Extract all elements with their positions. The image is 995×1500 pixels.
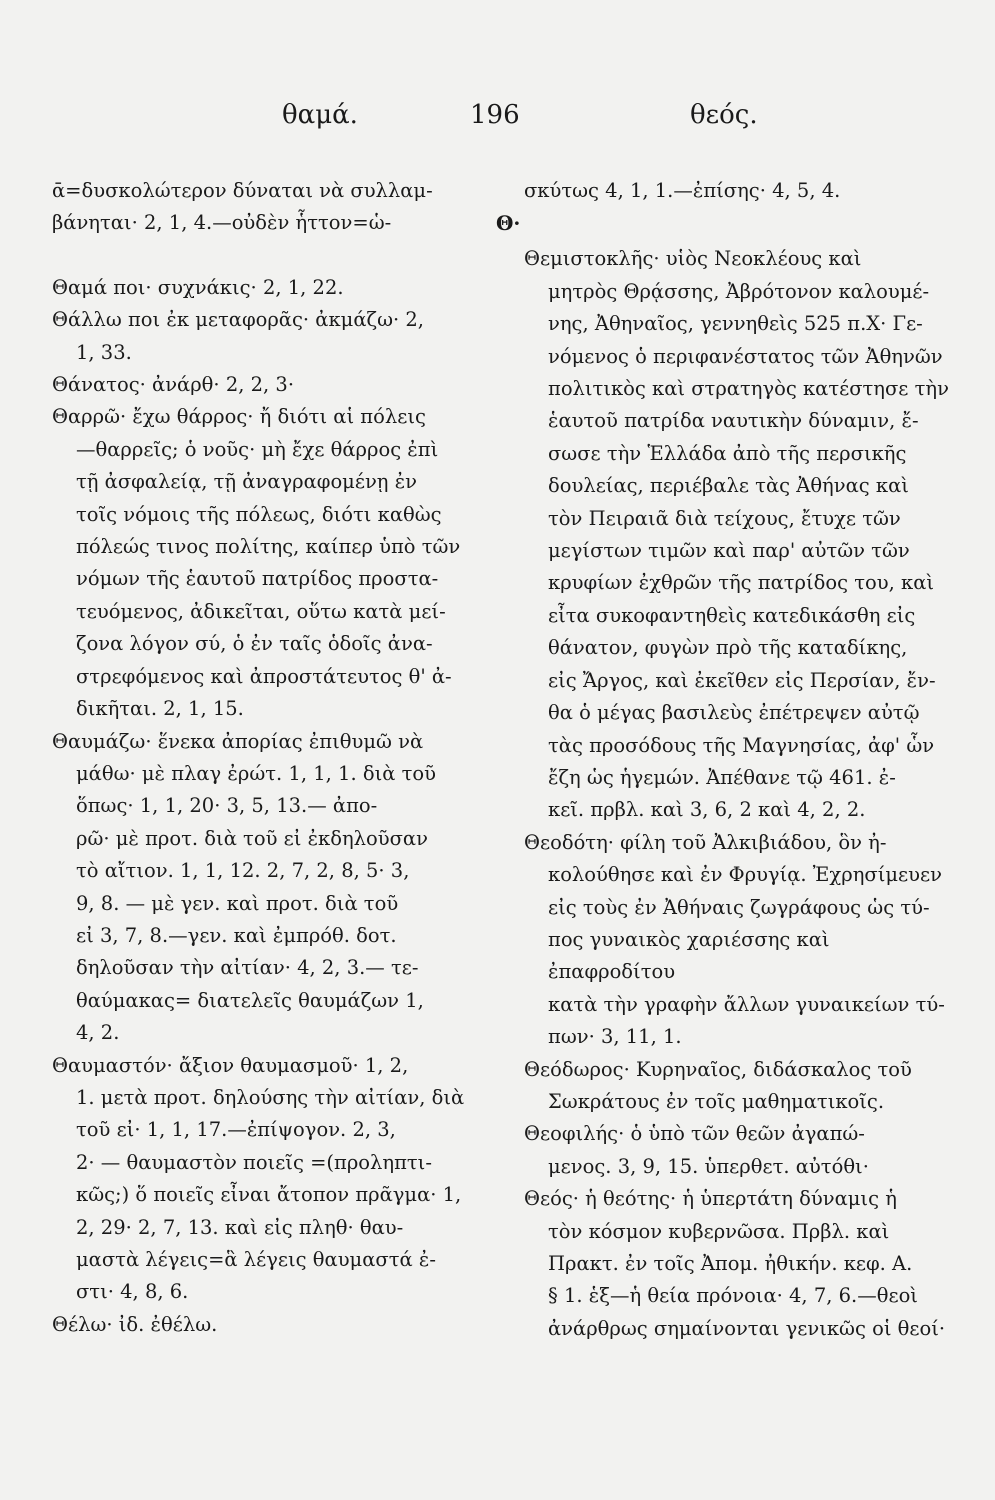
page-header [0, 100, 995, 150]
text-line: ρῶ· μὲ προτ. διὰ τοῦ εἰ ἐκδηλοῦσαν [76, 826, 428, 850]
entry-gap [52, 240, 522, 272]
text-line: πος γυναικὸς χαριέσσης καὶ ἐπαφροδίτου [548, 927, 830, 984]
text-line: πολιτικὸς καὶ στρατηγὸς κατέστησε τὴν [548, 377, 949, 401]
dictionary-entry [52, 272, 522, 304]
text-line: κεῖ. πρβλ. καὶ 3, 6, 2 καὶ 4, 2, 2. [548, 798, 866, 822]
text-line: τοῦ εἰ· 1, 1, 17.—ἐπίψογον. 2, 3, [76, 1118, 396, 1142]
text-line: Θεός· ἡ θεότης· ἡ ὑπερτάτη δύναμις ἡ [524, 1187, 897, 1211]
text-line: σκύτως 4, 1, 1.—ἐπίσης· 4, 5, 4. [524, 179, 841, 202]
text-line: πων· 3, 11, 1. [548, 1025, 682, 1049]
text-line: ὅπως· 1, 1, 20· 3, 5, 13.— ἀπο- [76, 794, 378, 818]
text-line: Θεοδότη· φίλη τοῦ Ἀλκιβιάδου, ὃν ἠ- [524, 830, 887, 854]
page-number: 196 [470, 100, 520, 130]
text-line: μενος. 3, 9, 15. ὑπερθετ. αὐτόθι· [548, 1154, 869, 1178]
text-line: πόλεώς τινος πολίτης, καίπερ ὑπὸ τῶν [76, 535, 461, 559]
text-line: ἀνάρθρως σημαίνονται γενικῶς οἱ θεοί· [548, 1316, 946, 1340]
text-line: κρυφίων ἐχθρῶν τῆς πατρίδος του, καὶ [548, 571, 935, 595]
text-line: Θεμιστοκλῆς· υἱὸς Νεοκλέους καὶ [524, 247, 862, 271]
text-line: μεγίστων τιμῶν καὶ παρ' αὐτῶν τῶν [548, 539, 910, 563]
text-line: Θάλλω ποι ἐκ μεταφορᾶς· ἀκμάζω· 2, [52, 308, 424, 332]
text-line: τὸ αἴτιον. 1, 1, 12. 2, 7, 2, 8, 5· 3, [76, 859, 410, 883]
text-line: μάθω· μὲ πλαγ ἐρώτ. 1, 1, 1. διὰ τοῦ [76, 761, 436, 785]
text-line: στρεφόμενος καὶ ἀπροστάτευτος θ' ἀ- [76, 664, 452, 688]
text-line: στι· 4, 8, 6. [76, 1280, 189, 1304]
text-line: ᾱ=δυσκολώτερον δύναται νὰ συλλαμ- [52, 179, 433, 202]
text-line: 2· — θαυμαστὸν ποιεῖς =(προληπτι- [76, 1150, 432, 1174]
running-head-right: θεός. [690, 100, 758, 130]
text-line: εἰ 3, 7, 8.—γεν. καὶ ἐμπρόθ. δοτ. [76, 923, 397, 947]
text-line: Θαρρῶ· ἔχω θάρρος· ἤ διότι αἱ πόλεις [52, 405, 426, 429]
left-column [52, 175, 522, 1341]
text-line: τοῖς νόμοις τῆς πόλεως, διότι καθὼς [76, 502, 442, 526]
continued-text [52, 175, 522, 240]
text-line: νόμενος ὁ περιφανέστατος τῶν Ἀθηνῶν [548, 344, 943, 368]
text-line: θάνατον, φυγὼν πρὸ τῆς καταδίκης, [548, 636, 908, 660]
text-line: Θέλω· ἰδ. ἐθέλω. [52, 1312, 218, 1336]
text-line: Σωκράτους ἐν τοῖς μαθηματικοῖς. [548, 1089, 885, 1113]
dictionary-entry [52, 1309, 522, 1341]
text-line: δικῆται. 2, 1, 15. [76, 697, 244, 721]
text-line: τευόμενος, ἀδικεῖται, οὕτω κατὰ μεί- [76, 599, 446, 623]
dictionary-entry [52, 726, 522, 1050]
text-line: § 1. ἑξ—ἡ θεία πρόνοια· 4, 7, 6.—θεοὶ [548, 1284, 918, 1308]
text-line: μητρὸς Θρᾴσσης, Ἀβρότονον καλουμέ- [548, 279, 930, 303]
text-line: τὰς προσόδους τῆς Μαγνησίας, ἀφ' ὧν [548, 733, 935, 757]
text-line: Θεόδωρος· Κυρηναῖος, διδάσκαλος τοῦ [524, 1057, 912, 1081]
dictionary-entry [524, 1054, 956, 1119]
text-line: ζονα λόγον σύ, ὁ ἐν ταῖς ὁδοῖς ἀνα- [76, 632, 433, 656]
text-line: 2, 29· 2, 7, 13. καὶ εἰς πληθ· θαυ- [76, 1215, 404, 1239]
section-letter [496, 207, 956, 243]
text-line: σωσε τὴν Ἑλλάδα ἀπὸ τῆς περσικῆς [548, 441, 907, 465]
text-line: εἰς Ἄργος, καὶ ἐκεῖθεν εἰς Περσίαν, ἔν- [548, 668, 936, 692]
text-line: τὸν Πειραιᾶ διὰ τείχους, ἔτυχε τῶν [548, 506, 901, 530]
dictionary-entry [52, 1050, 522, 1309]
text-line: δηλοῦσαν τὴν αἰτίαν· 4, 2, 3.— τε- [76, 956, 419, 980]
dictionary-entry [524, 1183, 956, 1345]
text-line: Θαυμαστόν· ἄξιον θαυμασμοῦ· 1, 2, [52, 1053, 409, 1077]
text-line: νόμων τῆς ἑαυτοῦ πατρίδος προστα- [76, 567, 439, 591]
text-line: 1, 33. [76, 340, 132, 364]
dictionary-entry [52, 369, 522, 401]
text-line: Θαμά ποι· συχνάκις· 2, 1, 22. [52, 275, 344, 299]
text-line: Πρακτ. ἐν τοῖς Ἀπομ. ἠθικήν. κεφ. Α. [548, 1252, 913, 1275]
text-line: 9, 8. — μὲ γεν. καὶ προτ. διὰ τοῦ [76, 891, 399, 915]
text-line: —θαρρεῖς; ὁ νοῦς· μὴ ἔχε θάρρος ἐπὶ [76, 437, 439, 461]
text-line: εἶτα συκοφαντηθεὶς κατεδικάσθη εἰς [548, 603, 916, 627]
section-letter-label: Θ· [496, 211, 521, 236]
dictionary-entry [524, 243, 956, 826]
text-line: τῇ ἀσφαλείᾳ, τῇ ἀναγραφομένῃ ἐν [76, 470, 418, 494]
text-line: Θαυμάζω· ἕνεκα ἀπορίας ἐπιθυμῶ νὰ [52, 729, 424, 753]
text-line: εἰς τοὺς ἐν Ἀθήναις ζωγράφους ὡς τύ- [548, 895, 930, 919]
text-line: νης, Ἀθηναῖος, γεννηθεὶς 525 π.Χ· Γε- [548, 312, 923, 336]
right-column [496, 175, 956, 1345]
dictionary-entry [52, 304, 522, 369]
running-head-left: θαμά. [282, 100, 358, 130]
text-line: ἑαυτοῦ πατρίδα ναυτικὴν δύναμιν, ἔ- [548, 409, 919, 433]
text-line: 4, 2. [76, 1021, 120, 1045]
text-line: θα ὁ μέγας βασιλεὺς ἐπέτρεψεν αὐτῷ [548, 701, 920, 725]
continued-text [524, 175, 956, 207]
text-line: Θεοφιλής· ὁ ὑπὸ τῶν θεῶν ἀγαπώ- [524, 1122, 865, 1146]
dictionary-entry [52, 401, 522, 725]
text-line: τὸν κόσμον κυβερνῶσα. Πρβλ. καὶ [548, 1219, 890, 1243]
text-line: μαστὰ λέγεις=ἃ λέγεις θαυμαστά ἐ- [76, 1248, 436, 1271]
text-line: κατὰ τὴν γραφὴν ἄλλων γυναικείων τύ- [548, 992, 945, 1016]
dictionary-entry [524, 827, 956, 1054]
text-line: θαύμακας= διατελεῖς θαυμάζων 1, [76, 988, 424, 1012]
text-line: ἔζη ὡς ἡγεμών. Ἀπέθανε τῷ 461. ἐ- [548, 765, 896, 789]
text-line: δουλείας, περιέβαλε τὰς Ἀθήνας καὶ [548, 474, 909, 498]
text-line: κῶς;) ὅ ποιεῖς εἶναι ἄτοπον πρᾶγμα· 1, [76, 1183, 462, 1207]
dictionary-entry [524, 1118, 956, 1183]
text-line: 1. μετὰ προτ. δηλούσης τὴν αἰτίαν, διὰ [76, 1085, 465, 1109]
text-line: βάνηται· 2, 1, 4.—οὐδὲν ἧττον=ὡ- [52, 211, 392, 235]
text-line: Θάνατος· ἀνάρθ· 2, 2, 3· [52, 373, 295, 397]
text-line: κολούθησε καὶ ἐν Φρυγίᾳ. Ἐχρησίμευεν [548, 863, 942, 887]
